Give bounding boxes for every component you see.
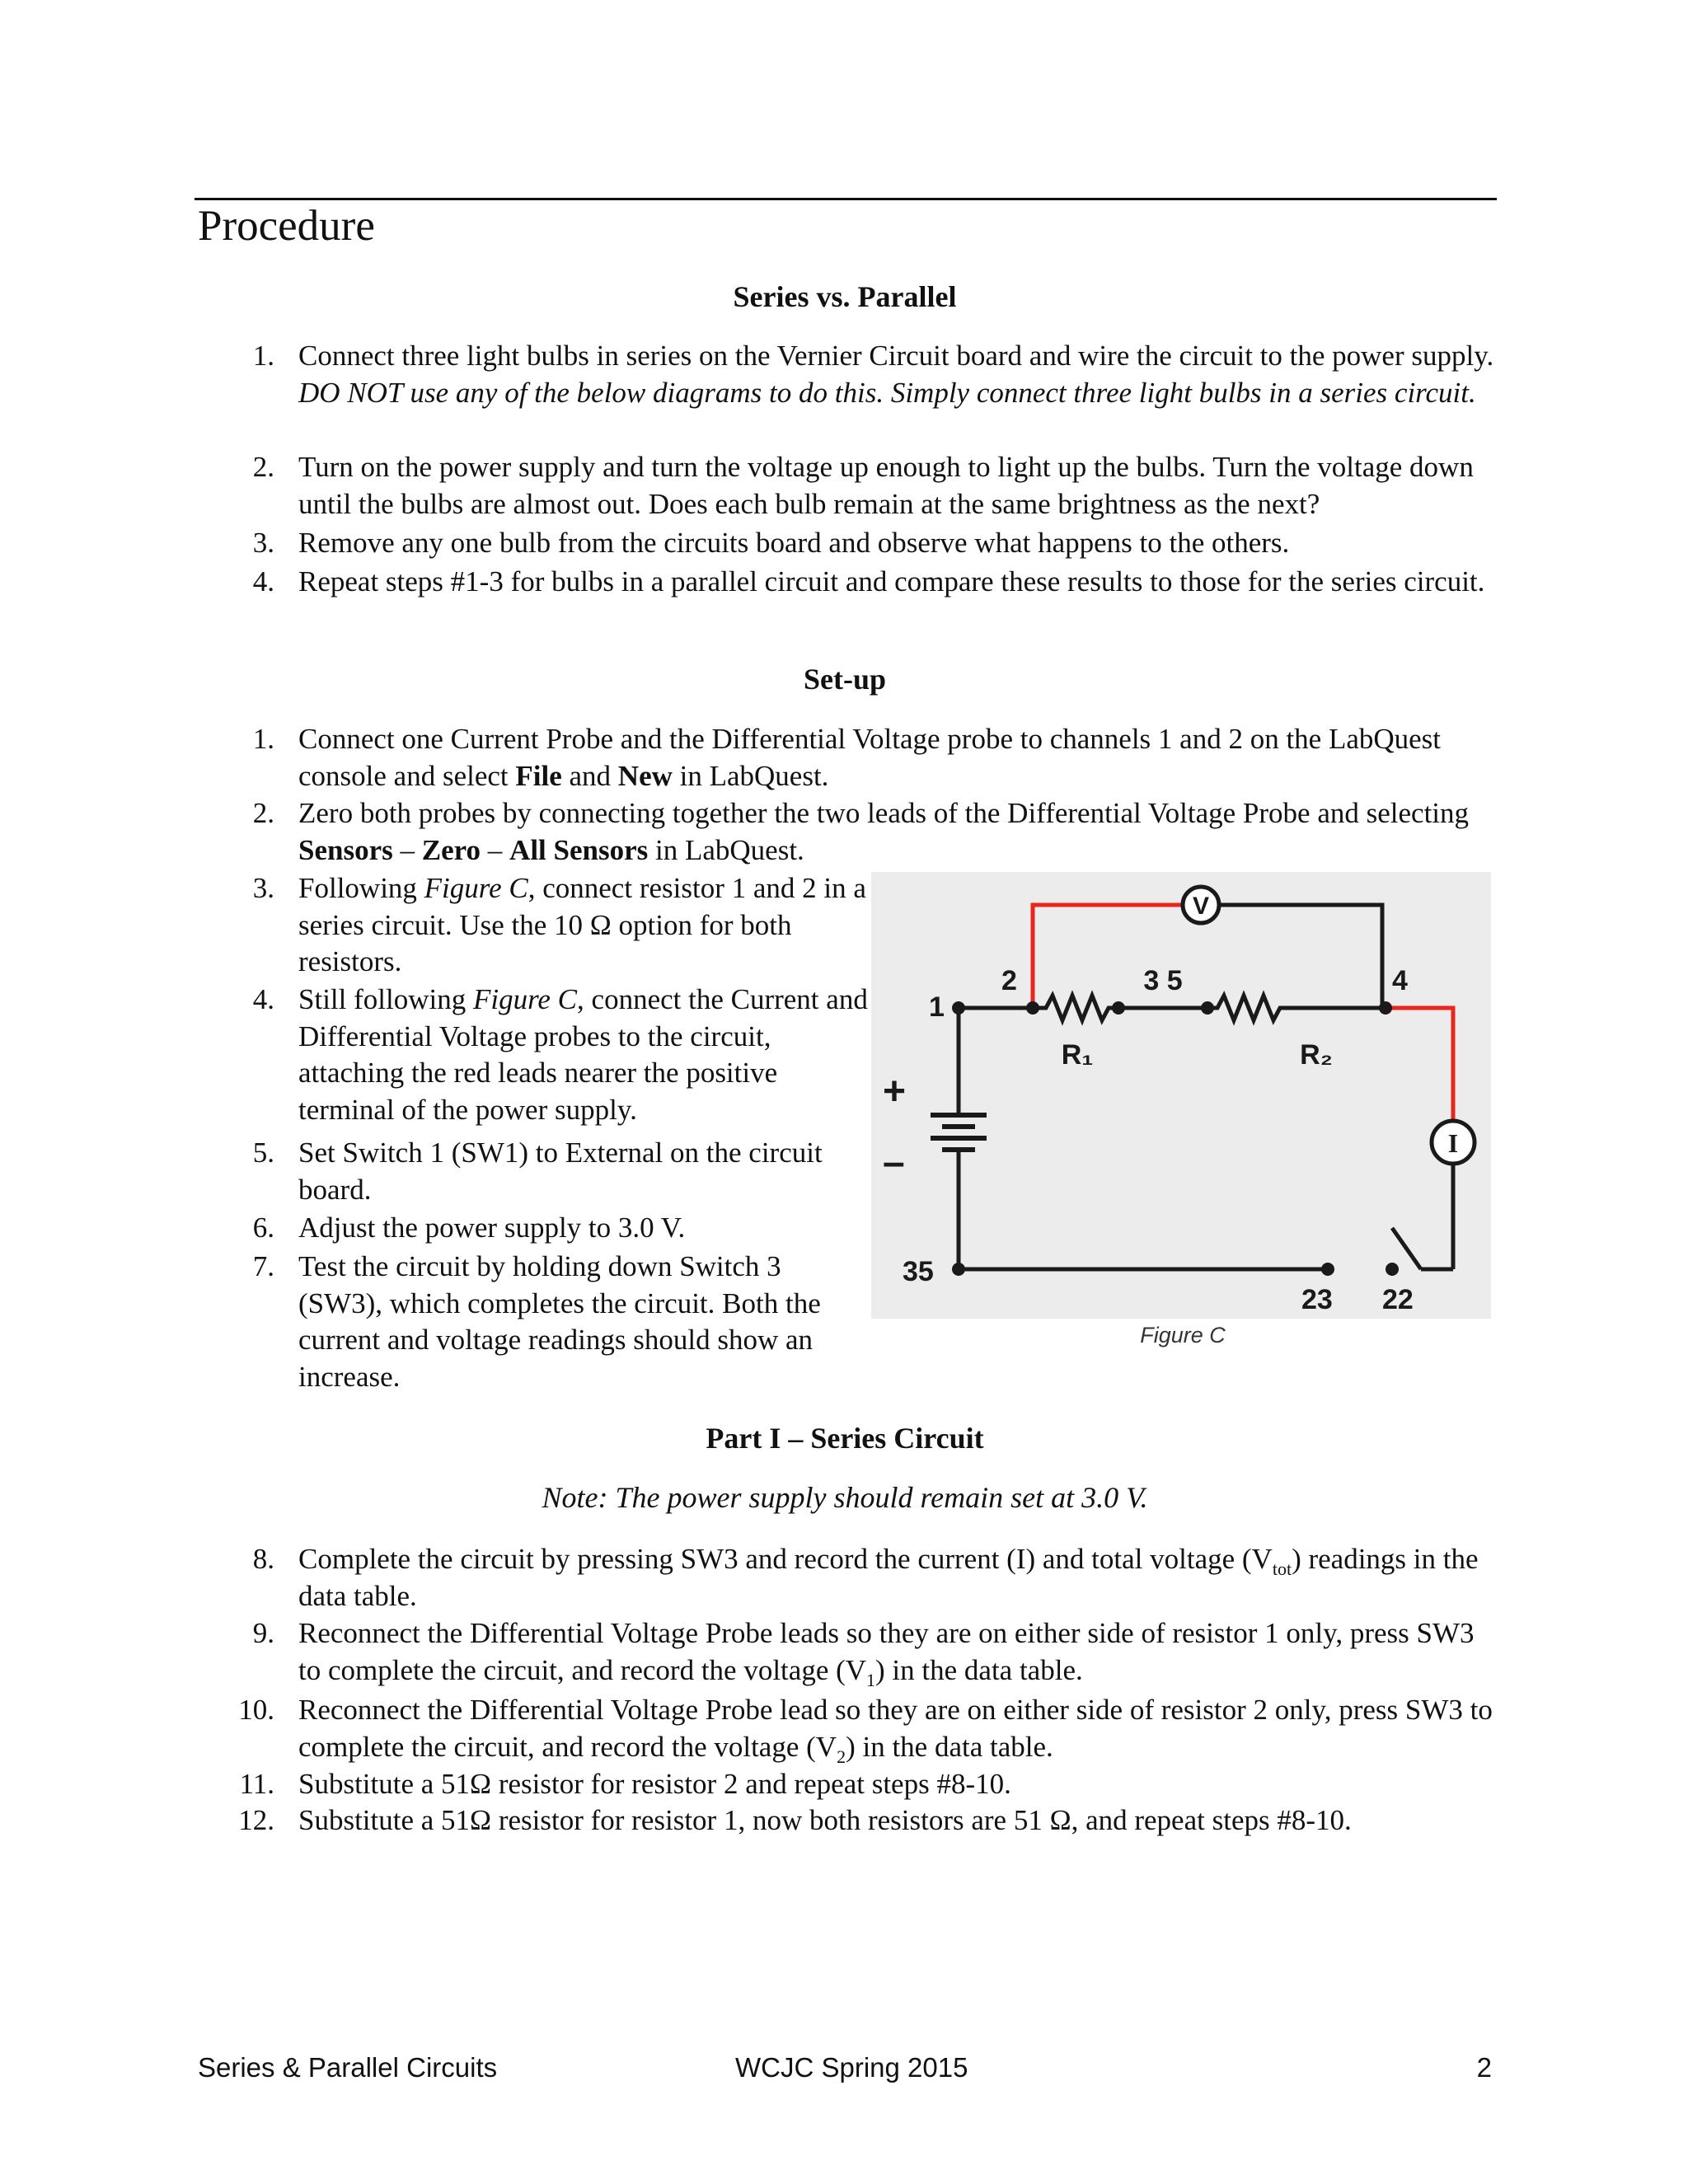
resistor-label: R₂ bbox=[1300, 1039, 1333, 1071]
item-text: Adjust the power supply to 3.0 V. bbox=[298, 1212, 686, 1244]
item-number: 3. bbox=[252, 872, 274, 904]
item-text: Reconnect the Differential Voltage Probe lead so they are on either side of resistor 2 only, press SW3 to complete the circuit, and record the voltage $(V_2)$ in the data table. bbox=[298, 1694, 1493, 1767]
item-text: Repeat steps #1-3 for bulbs in a parallel circuit and compare these results to those for the series circuit. bbox=[298, 565, 1485, 598]
item-text: Test the circuit by holding down Switch 3 (SW3), which completes the circuit. Both the current and voltage readings should show an increase. bbox=[298, 1250, 821, 1393]
switch-arm bbox=[1392, 1228, 1421, 1269]
node-dot bbox=[952, 1263, 965, 1276]
item-text: Connect one Current Probe and the Differential Voltage probe to channels 1 and 2 on the LabQuest console and select File and New in LabQuest. bbox=[298, 723, 1442, 792]
ammeter-label: I bbox=[1447, 1128, 1459, 1158]
voltmeter-label: V bbox=[1192, 893, 1210, 920]
section-note: Note: The power supply should remain set at 3.0 V. bbox=[542, 1481, 1148, 1514]
page-title: Procedure bbox=[198, 202, 375, 250]
node-dot bbox=[952, 1001, 965, 1015]
node-dot bbox=[1321, 1263, 1334, 1276]
battery-plus-label: + bbox=[883, 1070, 907, 1113]
circuit-figure bbox=[871, 872, 1491, 1319]
item-text: Substitute a 51Ω resistor for resistor 2 and repeat steps #8-10. bbox=[298, 1768, 1011, 1800]
voltmeter-black-lead bbox=[1219, 905, 1382, 1004]
item-text: Zero both probes by connecting together the two leads of the Differential Voltage Probe and selecting Sensors – Zero – All Sensors in LabQuest. bbox=[298, 797, 1470, 866]
item-text: Still following Figure C, connect the Current and Differential Voltage probes to the circuit, attaching the red leads nearer the positive terminal of the power supply. bbox=[298, 983, 868, 1126]
footer-term: WCJC Spring 2015 bbox=[735, 2052, 968, 2083]
resistor-r2 bbox=[1207, 996, 1386, 1020]
node-label: 22 bbox=[1382, 1284, 1414, 1315]
node-dot bbox=[1026, 1001, 1039, 1015]
item-number: 8. bbox=[252, 1543, 274, 1575]
node-label: 35 bbox=[903, 1256, 934, 1287]
node-label: 3 5 bbox=[1143, 965, 1183, 996]
node-dot bbox=[1112, 1001, 1125, 1015]
node-dot bbox=[1201, 1001, 1214, 1015]
item-text: Complete the circuit by pressing SW3 and record the current (I) and total voltage $(V_{tot})$ readings in the data table. bbox=[298, 1543, 1479, 1612]
item-text: Substitute a 51Ω resistor for resistor 1, now both resistors are 51 Ω, and repeat steps #8-10. bbox=[298, 1804, 1352, 1836]
item-number: 7. bbox=[252, 1250, 274, 1282]
item-number: 12. bbox=[238, 1804, 274, 1836]
item-text: Connect three light bulbs in series on the Vernier Circuit board and wire the circuit to the power supply. DO NOT use any of the below diagrams to do this. Simply connect three light bulbs in a series circuit. bbox=[298, 340, 1494, 409]
item-number: 2. bbox=[252, 451, 274, 483]
section-title-series-parallel: Series vs. Parallel bbox=[733, 280, 957, 313]
node-label: 4 bbox=[1392, 965, 1408, 996]
item-number: 3. bbox=[252, 527, 274, 559]
node-dot bbox=[1379, 1001, 1392, 1015]
item-text: Following Figure C, connect resistor 1 and 2 in a series circuit. Use the 10 Ω option for both resistors. bbox=[298, 872, 866, 977]
item-number: 4. bbox=[252, 983, 274, 1015]
item-number: 1. bbox=[252, 340, 274, 372]
circuit-diagram bbox=[871, 872, 1491, 1319]
node-dot bbox=[1386, 1263, 1399, 1276]
item-number: 5. bbox=[252, 1137, 274, 1169]
item-number: 1. bbox=[252, 723, 274, 755]
ammeter-red-lead bbox=[1386, 1008, 1453, 1119]
item-text: Turn on the power supply and turn the voltage up enough to light up the bulbs. Turn the voltage down until the bulbs are almost out. Does each bulb remain at the same brightness as the next? bbox=[298, 451, 1474, 520]
resistor-label: R₁ bbox=[1061, 1039, 1094, 1071]
item-number: 9. bbox=[252, 1617, 274, 1649]
item-text: Set Switch 1 (SW1) to External on the circuit board. bbox=[298, 1137, 823, 1206]
header-rule bbox=[195, 198, 1497, 200]
resistor-r1 bbox=[1033, 996, 1118, 1020]
page-number: 2 bbox=[1476, 2052, 1492, 2083]
node-label: 2 bbox=[1001, 965, 1017, 996]
section-title-part1: Part I – Series Circuit bbox=[706, 1422, 984, 1455]
node-label: 23 bbox=[1301, 1284, 1333, 1315]
footer-title: Series & Parallel Circuits bbox=[198, 2052, 498, 2083]
item-number: 6. bbox=[252, 1212, 274, 1244]
node-label: 1 bbox=[929, 991, 945, 1023]
item-number: 10. bbox=[238, 1694, 274, 1726]
item-number: 11. bbox=[239, 1768, 274, 1800]
item-text: Remove any one bulb from the circuits board and observe what happens to the others. bbox=[298, 527, 1290, 559]
figure-caption: Figure C bbox=[1140, 1323, 1226, 1347]
item-number: 4. bbox=[252, 565, 274, 598]
section-title-setup: Set-up bbox=[803, 663, 887, 696]
item-text: Reconnect the Differential Voltage Probe leads so they are on either side of resistor 1 only, press SW3 to complete the circuit, and record the voltage $(V_1)$ in the data table. bbox=[298, 1617, 1475, 1690]
battery-minus-label: – bbox=[883, 1141, 905, 1184]
item-number: 2. bbox=[252, 797, 274, 829]
